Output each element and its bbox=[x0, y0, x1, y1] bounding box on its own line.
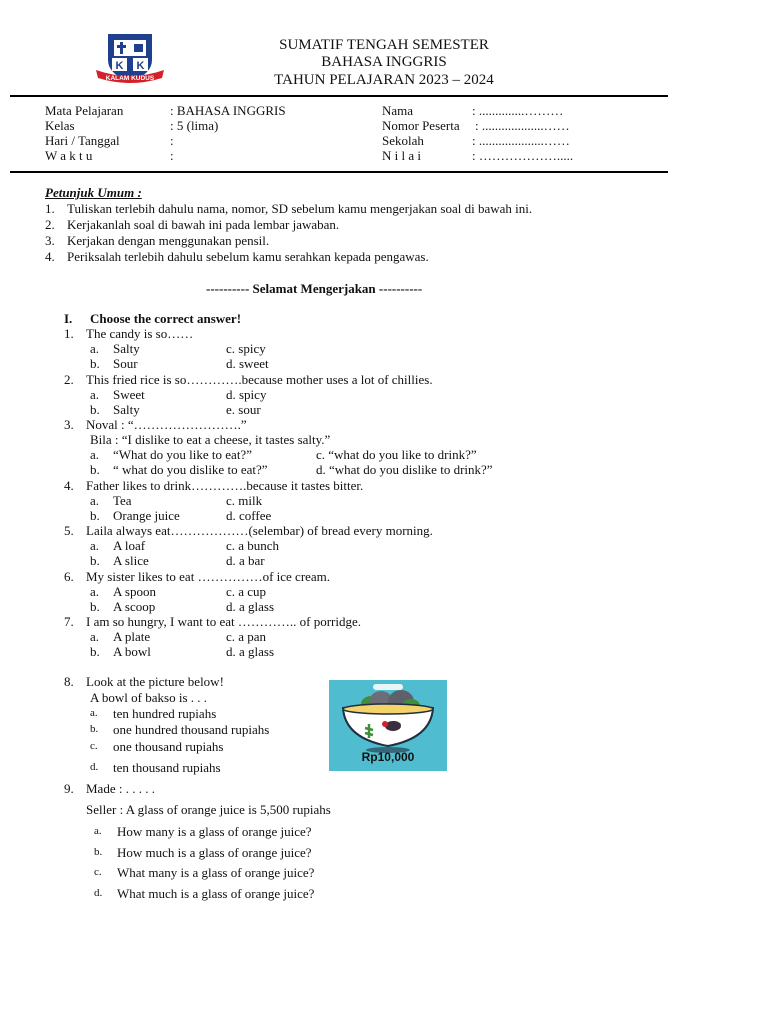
instruction-text-1: Tuliskan terlebih dahulu nama, nomor, SD sebelum kamu mengerjakan soal di bawah ini. bbox=[67, 201, 533, 216]
info-label-date: Hari / Tanggal bbox=[45, 133, 120, 148]
option-letter: a. bbox=[90, 493, 100, 508]
option-letter: a. bbox=[90, 341, 100, 356]
option-text: c. “what do you like to drink?” bbox=[316, 447, 477, 462]
option-letter: a. bbox=[90, 447, 100, 462]
option-letter: a. bbox=[90, 629, 100, 644]
option-text: How much is a glass of orange juice? bbox=[117, 845, 312, 860]
question-subtext: Seller : A glass of orange juice is 5,500 rupiahs bbox=[86, 802, 331, 817]
info-label-subject: Mata Pelajaran bbox=[45, 103, 124, 118]
logo-letter-1: K bbox=[115, 60, 124, 72]
option-letter: b. bbox=[94, 846, 103, 858]
option-text: one thousand rupiahs bbox=[113, 739, 224, 754]
option-text: A bowl bbox=[113, 644, 151, 659]
info-value-school: : ....................…… bbox=[472, 133, 570, 148]
option-text: d. “what do you dislike to drink?” bbox=[316, 462, 493, 477]
instruction-num-2: 2. bbox=[45, 217, 55, 232]
info-value-class: : 5 (lima) bbox=[170, 118, 219, 133]
option-text: Salty bbox=[113, 341, 140, 356]
option-text: How many is a glass of orange juice? bbox=[117, 824, 312, 839]
question-text: My sister likes to eat ……………of ice cream. bbox=[86, 569, 331, 584]
option-letter: b. bbox=[90, 402, 100, 417]
option-text: ten hundred rupiahs bbox=[113, 706, 217, 721]
header-title-1: SUMATIF TENGAH SEMESTER bbox=[279, 37, 489, 53]
bakso-picture bbox=[329, 680, 447, 771]
dialog-line: Noval : “…………………….” bbox=[86, 417, 247, 432]
bakso-price: Rp10,000 bbox=[361, 750, 415, 764]
option-letter: a. bbox=[90, 538, 100, 553]
option-text: c. a pan bbox=[226, 629, 267, 644]
option-text: one hundred thousand rupiahs bbox=[113, 722, 270, 737]
instruction-text-2: Kerjakanlah soal di bawah ini pada lembar jawaban. bbox=[67, 217, 340, 232]
question-subtext: A bowl of bakso is . . . bbox=[90, 690, 207, 705]
option-text: c. a cup bbox=[226, 584, 267, 599]
info-value-date: : bbox=[170, 133, 174, 148]
option-text: d. sweet bbox=[226, 356, 269, 371]
option-text: d. a glass bbox=[226, 644, 275, 659]
section-title: Choose the correct answer! bbox=[90, 311, 242, 326]
option-text: Sour bbox=[113, 356, 138, 371]
option-letter: b. bbox=[90, 553, 100, 568]
option-text: A plate bbox=[113, 629, 151, 644]
instruction-num-3: 3. bbox=[45, 233, 55, 248]
question-text: Look at the picture below! bbox=[86, 674, 224, 689]
info-value-score: : ………………..... bbox=[472, 148, 574, 163]
info-value-number: : ...................…… bbox=[475, 118, 570, 133]
option-letter: c. bbox=[90, 740, 98, 752]
question-number: 5. bbox=[64, 523, 74, 538]
option-text: Sweet bbox=[113, 387, 145, 402]
option-letter: a. bbox=[90, 707, 98, 719]
option-text: d. spicy bbox=[226, 387, 267, 402]
section-number: I. bbox=[64, 311, 73, 326]
option-text: What much is a glass of orange juice? bbox=[117, 886, 315, 901]
option-text: c. spicy bbox=[226, 341, 266, 356]
option-text: A slice bbox=[113, 553, 149, 568]
question-text: Father likes to drink………….because it tastes bitter. bbox=[86, 478, 364, 493]
info-label-name: Nama bbox=[382, 103, 414, 118]
question-number: 4. bbox=[64, 478, 74, 493]
option-letter: b. bbox=[90, 462, 100, 477]
question-number: 1. bbox=[64, 326, 74, 341]
logo-text: KALAM KUDUS bbox=[105, 75, 155, 82]
info-label-number: Nomor Peserta bbox=[382, 118, 460, 133]
option-text: A loaf bbox=[113, 538, 146, 553]
info-label-time: W a k t u bbox=[45, 148, 93, 163]
instructions-heading: Petunjuk Umum : bbox=[45, 185, 142, 200]
option-text: A spoon bbox=[113, 584, 156, 599]
option-letter: b. bbox=[90, 723, 99, 735]
header-title-2: BAHASA INGGRIS bbox=[321, 54, 447, 70]
school-logo bbox=[94, 30, 166, 86]
question-text: Laila always eat………………(selembar) of bread every morning. bbox=[86, 523, 433, 538]
instruction-text-4: Periksalah terlebih dahulu sebelum kamu serahkan kepada pengawas. bbox=[67, 249, 429, 264]
option-letter: a. bbox=[90, 584, 100, 599]
instruction-num-4: 4. bbox=[45, 249, 55, 264]
question-number: 3. bbox=[64, 417, 74, 432]
question-text: I am so hungry, I want to eat ………….. of porridge. bbox=[86, 614, 361, 629]
option-text: c. milk bbox=[226, 493, 263, 508]
option-text: Orange juice bbox=[113, 508, 180, 523]
question-text: Made : . . . . . bbox=[86, 781, 155, 796]
info-label-school: Sekolah bbox=[382, 133, 424, 148]
info-label-class: Kelas bbox=[45, 118, 75, 133]
option-text: Tea bbox=[113, 493, 132, 508]
option-text: “What do you like to eat?” bbox=[113, 447, 252, 462]
info-value-subject: : BAHASA INGGRIS bbox=[170, 103, 286, 118]
option-letter: d. bbox=[94, 887, 103, 899]
option-text: What many is a glass of orange juice? bbox=[117, 865, 315, 880]
instruction-num-1: 1. bbox=[45, 201, 55, 216]
question-number: 2. bbox=[64, 372, 74, 387]
option-text: e. sour bbox=[226, 402, 261, 417]
option-letter: b. bbox=[90, 356, 100, 371]
option-text: d. a bar bbox=[226, 553, 265, 568]
info-label-score: N i l a i bbox=[382, 148, 421, 163]
option-letter: b. bbox=[90, 508, 100, 523]
question-number: 7. bbox=[64, 614, 74, 629]
option-letter: a. bbox=[90, 387, 100, 402]
header-title-3: TAHUN PELAJARAN 2023 – 2024 bbox=[274, 72, 494, 88]
option-letter: a. bbox=[94, 825, 102, 837]
option-letter: d. bbox=[90, 761, 99, 773]
option-text: A scoop bbox=[113, 599, 156, 614]
info-value-time: : bbox=[170, 148, 174, 163]
header-rule-bottom bbox=[10, 171, 668, 173]
question-number: 6. bbox=[64, 569, 74, 584]
question-number: 8. bbox=[64, 674, 74, 689]
instruction-text-3: Kerjakan dengan menggunakan pensil. bbox=[67, 233, 270, 248]
option-text: Salty bbox=[113, 402, 140, 417]
option-letter: b. bbox=[90, 599, 100, 614]
header-rule-top bbox=[10, 95, 668, 97]
option-text: d. coffee bbox=[226, 508, 272, 523]
option-text: c. a bunch bbox=[226, 538, 280, 553]
question-text: The candy is so…… bbox=[86, 326, 194, 341]
info-value-name: : ..............……… bbox=[472, 103, 564, 118]
option-letter: c. bbox=[94, 866, 102, 878]
option-text: “ what do you dislike to eat?” bbox=[113, 462, 268, 477]
logo-letter-2: K bbox=[136, 60, 145, 72]
question-text: This fried rice is so………….because mother uses a lot of chillies. bbox=[86, 372, 433, 387]
option-text: d. a glass bbox=[226, 599, 275, 614]
option-text: ten thousand rupiahs bbox=[113, 760, 221, 775]
question-number: 9. bbox=[64, 781, 74, 796]
greeting: ---------- Selamat Mengerjakan ---------- bbox=[206, 281, 423, 296]
dialog-line: Bila : “I dislike to eat a cheese, it tastes salty.” bbox=[90, 432, 331, 447]
option-letter: b. bbox=[90, 644, 100, 659]
